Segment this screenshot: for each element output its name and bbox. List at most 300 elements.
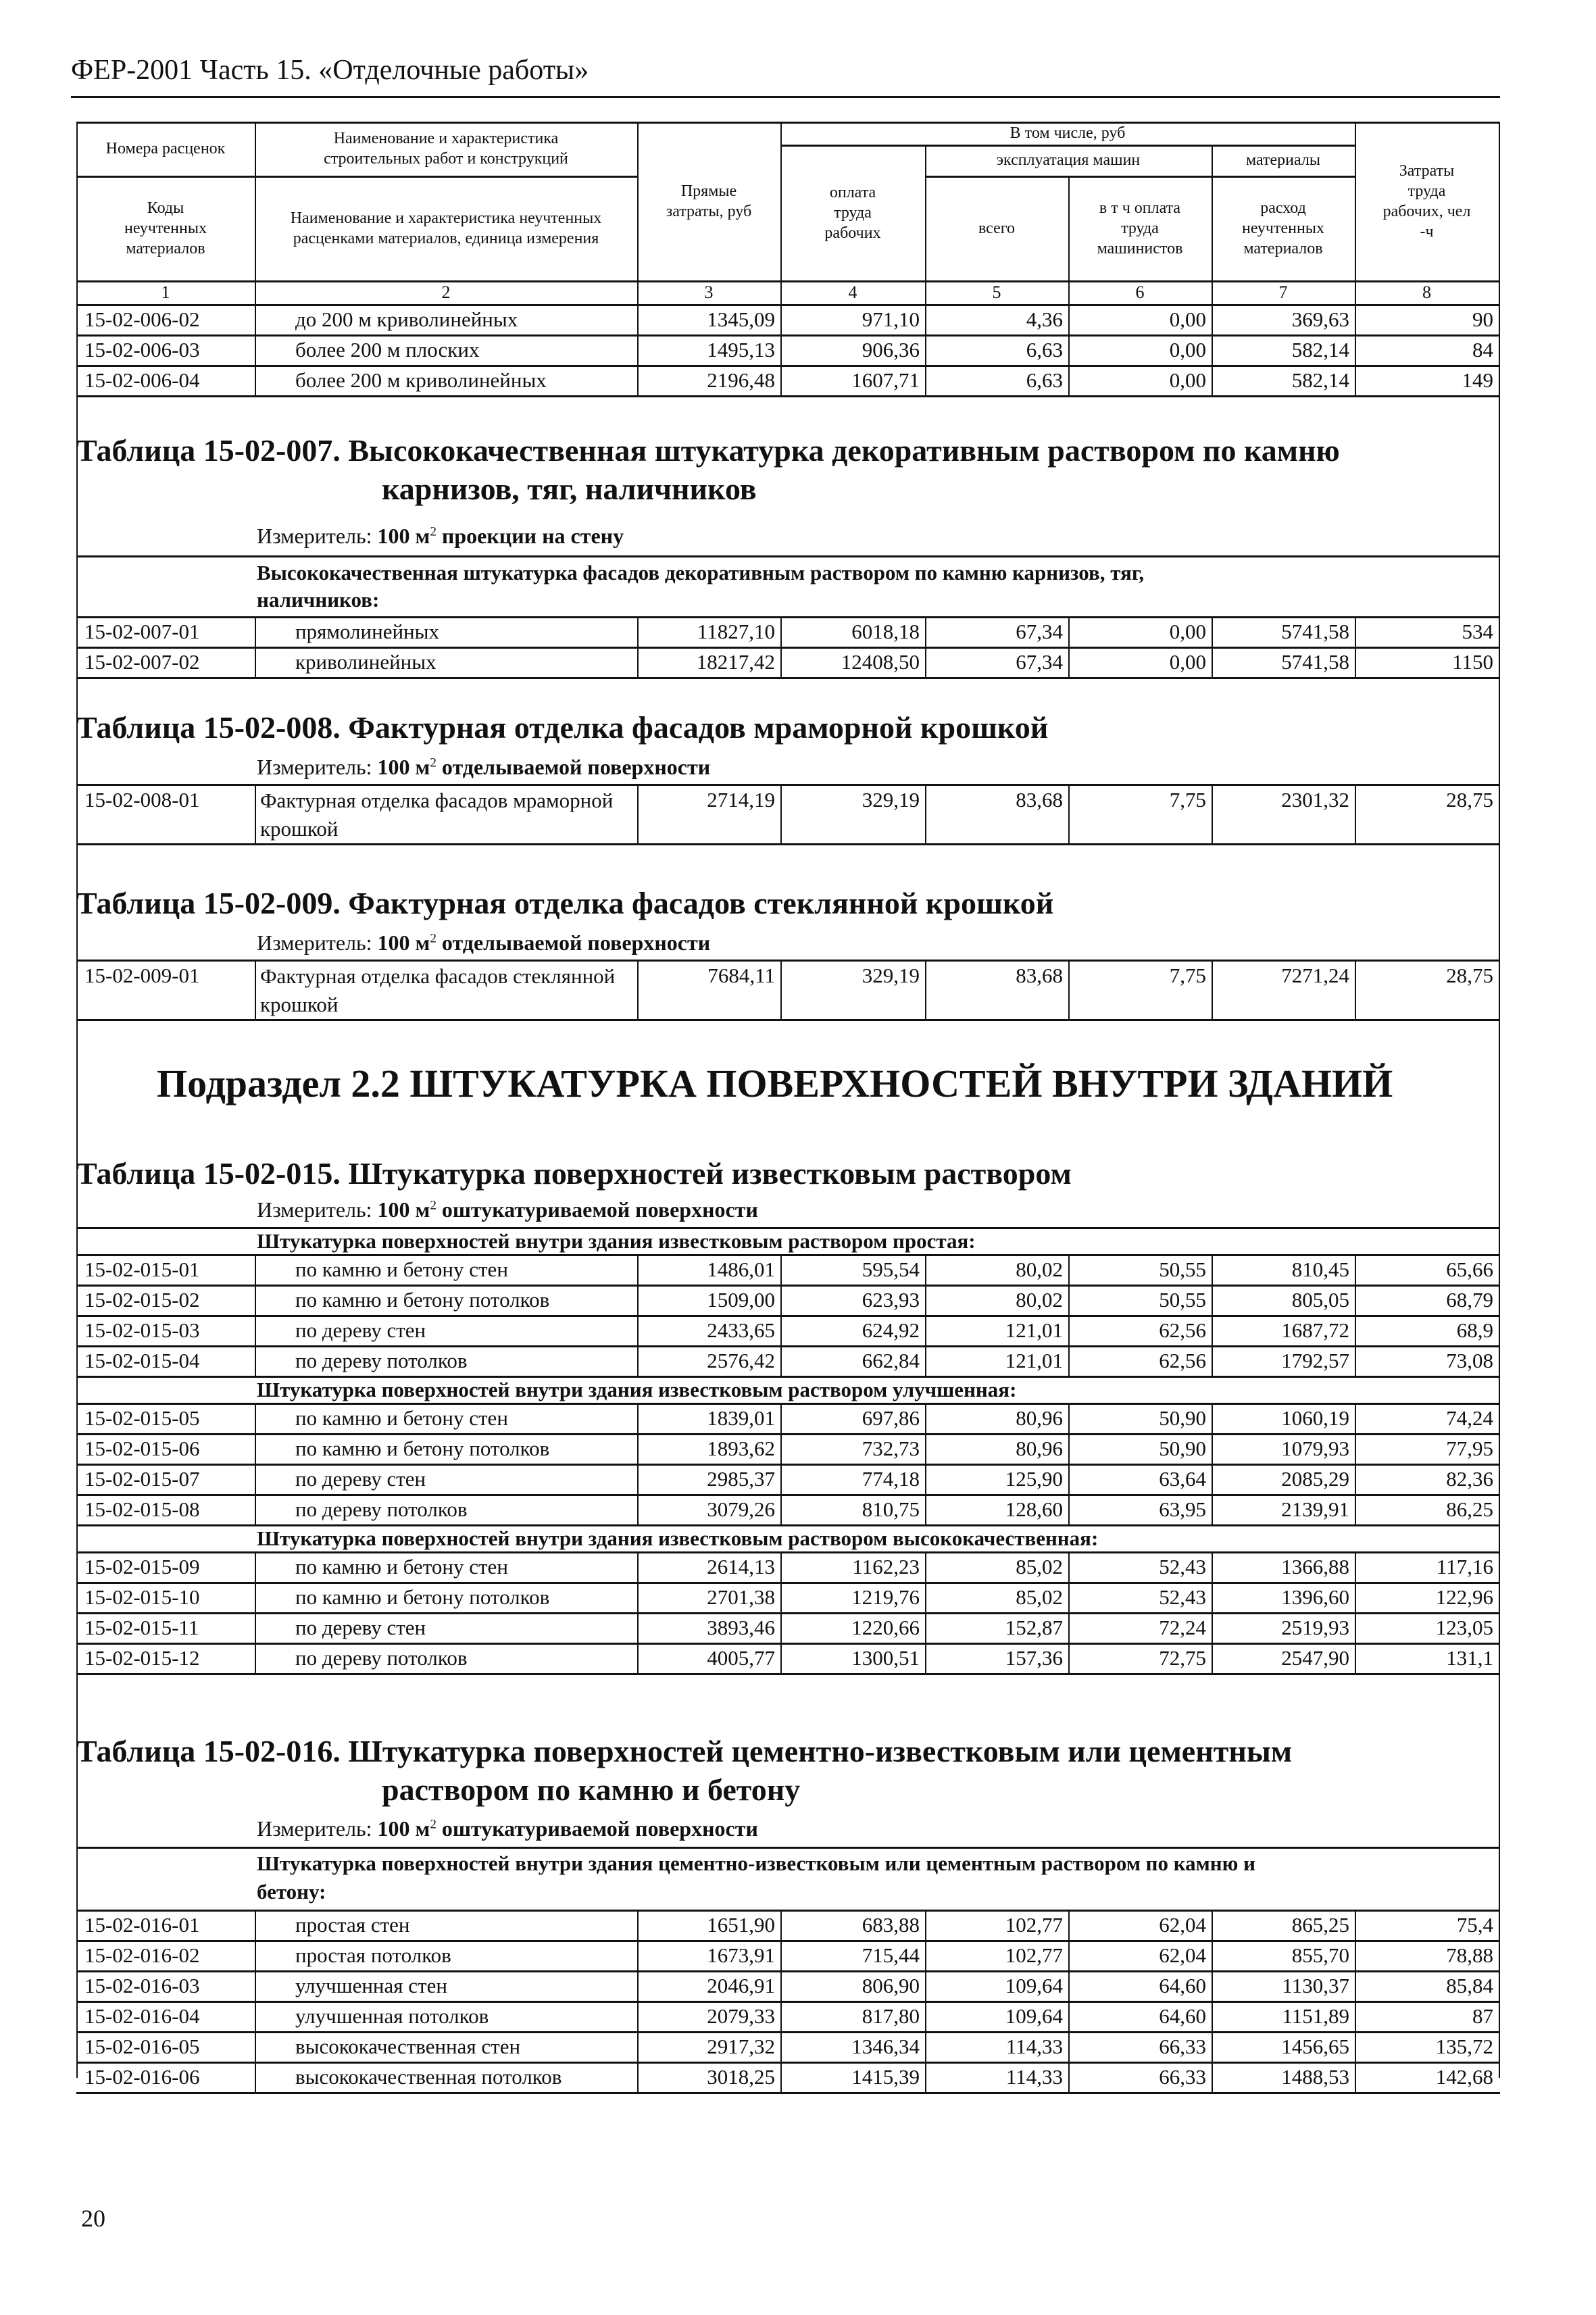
- row-code: 15-02-015-07: [84, 1466, 200, 1491]
- row-name: по камню и бетону стен: [295, 1405, 508, 1430]
- cell-divider: [1212, 1403, 1213, 1433]
- header-rule: [71, 96, 1500, 98]
- table-007-title: Таблица 15-02-007. Высококачественная штукатурка декоративным раствором по камню: [76, 433, 1340, 468]
- cell-divider: [1355, 1970, 1356, 2001]
- row-value-materials: 582,14: [1291, 337, 1349, 362]
- cell-divider: [925, 1345, 926, 1376]
- row-code: 15-02-015-08: [84, 1497, 200, 1521]
- row-value-materials: 5741,58: [1281, 619, 1349, 643]
- cell-divider: [925, 1254, 926, 1285]
- row-value-mach: 114,33: [1005, 2064, 1063, 2089]
- cell-divider: [1068, 1433, 1070, 1464]
- row-name: по дереву потолков: [295, 1348, 468, 1372]
- row-value-hours: 1150: [1452, 649, 1493, 674]
- row-value-labor: 774,18: [862, 1466, 920, 1491]
- cell-divider: [637, 1970, 639, 2001]
- row-name: прямолинейных: [295, 619, 439, 643]
- column-number: 5: [992, 282, 1001, 302]
- row-value-hours: 75,4: [1456, 1912, 1493, 1937]
- cell-divider: [1212, 1285, 1213, 1315]
- cell-divider: [637, 1315, 639, 1345]
- row-value-mach: 80,96: [1016, 1405, 1063, 1430]
- row-name: по дереву стен: [295, 1466, 426, 1491]
- cell-divider: [255, 1285, 256, 1315]
- page-number: 20: [81, 2205, 105, 2232]
- row-value-mach: 80,02: [1016, 1257, 1063, 1281]
- row-name: более 200 м плоских: [295, 337, 480, 362]
- table-007-caption: Высококачественная штукатурка фасадов декоративным раствором по камню карнизов, тяг,: [257, 561, 1145, 584]
- row-value-labor: 1300,51: [851, 1645, 920, 1670]
- row-value-hours: 78,88: [1446, 1943, 1493, 1967]
- row-value-labor: 6018,18: [851, 619, 920, 643]
- cell-divider: [925, 1433, 926, 1464]
- cell-divider: [1355, 647, 1356, 677]
- row-value-materials: 805,05: [1291, 1287, 1349, 1312]
- row-name: по камню и бетону стен: [295, 1554, 508, 1578]
- cell-divider: [1068, 304, 1070, 334]
- frame-right-border: [1499, 122, 1500, 2078]
- column-number: 7: [1278, 282, 1288, 302]
- cell-divider: [255, 304, 256, 334]
- group-caption: Штукатурка поверхностей внутри здания известковым раствором простая:: [257, 1229, 976, 1253]
- row-value-materials: 2301,32: [1281, 788, 1349, 812]
- column-number: 1: [161, 282, 170, 302]
- row-code: 15-02-015-05: [84, 1405, 200, 1430]
- row-value-labor: 595,54: [862, 1257, 920, 1281]
- cell-divider: [637, 2031, 639, 2062]
- cell-divider: [1068, 960, 1070, 1019]
- row-value-labor: 817,80: [862, 2003, 920, 2028]
- cell-divider: [780, 365, 782, 395]
- header-group-materials: материалы: [1245, 151, 1320, 169]
- header-group-incl: В том числе, руб: [1009, 124, 1126, 142]
- row-value-mach-labor: 62,04: [1159, 1943, 1206, 1967]
- row-value-materials: 1151,89: [1282, 2003, 1349, 2028]
- cell-divider: [1212, 304, 1213, 334]
- row-value-mach: 109,64: [1005, 1973, 1063, 1997]
- row-name: по камню и бетону потолков: [295, 1585, 550, 1609]
- row-value-direct: 2433,65: [707, 1318, 775, 1342]
- row-code: 15-02-016-04: [84, 2003, 200, 2028]
- cell-divider: [1355, 1582, 1356, 1612]
- cell-divider: [255, 1551, 256, 1582]
- header-col1-bottom: Коды неучтенных материалов: [124, 199, 207, 257]
- cell-divider: [255, 1970, 256, 2001]
- header-col2-top: Наименование и характеристика строительных работ и конструкций: [324, 130, 568, 168]
- cell-divider: [1212, 1970, 1213, 2001]
- cell-divider: [780, 2031, 782, 2062]
- cell-divider: [1068, 647, 1070, 677]
- row-line: [76, 1673, 1500, 1675]
- cell-divider: [255, 334, 256, 365]
- table-008-title: Таблица 15-02-008. Фактурная отделка фасадов мраморной крошкой: [76, 710, 1049, 745]
- cell-divider: [780, 2062, 782, 2092]
- cell-divider: [780, 1612, 782, 1643]
- row-value-materials: 1792,57: [1281, 1348, 1349, 1372]
- row-value-mach: 109,64: [1005, 2003, 1063, 2028]
- cell-divider: [925, 616, 926, 647]
- cell-divider: [1355, 334, 1356, 365]
- cell-divider: [637, 334, 639, 365]
- cell-divider: [637, 1494, 639, 1524]
- row-code: 15-02-007-01: [84, 619, 200, 643]
- row-value-hours: 68,79: [1446, 1287, 1493, 1312]
- row-value-labor: 662,84: [862, 1348, 920, 1372]
- cell-divider: [1068, 1315, 1070, 1345]
- cell-divider: [925, 784, 926, 843]
- cell-divider: [1068, 2062, 1070, 2092]
- frame-left-border: [76, 122, 78, 2078]
- cell-divider: [1212, 647, 1213, 677]
- cell-divider: [1212, 616, 1213, 647]
- table-007-caption-cont: наличников:: [257, 588, 380, 612]
- row-name: по дереву потолков: [295, 1497, 468, 1521]
- row-value-labor: 1346,34: [851, 2034, 920, 2058]
- row-value-mach: 67,34: [1016, 649, 1063, 674]
- cell-divider: [255, 960, 256, 1019]
- row-value-direct: 1893,62: [707, 1436, 775, 1460]
- cell-divider: [1068, 1940, 1070, 1970]
- row-value-mach-labor: 63,95: [1159, 1497, 1206, 1521]
- cell-divider: [780, 1551, 782, 1582]
- header-col1-top: Номера расценок: [105, 140, 226, 157]
- row-code: 15-02-016-02: [84, 1943, 200, 1967]
- row-value-direct: 1486,01: [707, 1257, 775, 1281]
- row-value-materials: 1488,53: [1281, 2064, 1349, 2089]
- cell-divider: [255, 365, 256, 395]
- cell-divider: [1212, 1464, 1213, 1494]
- cell-divider: [1212, 1345, 1213, 1376]
- cell-divider: [925, 1464, 926, 1494]
- row-line: [76, 1019, 1500, 1021]
- cell-divider: [1355, 1285, 1356, 1315]
- cell-divider: [780, 1433, 782, 1464]
- cell-divider: [637, 960, 639, 1019]
- cell-divider: [1068, 2001, 1070, 2031]
- row-value-materials: 1060,19: [1281, 1405, 1349, 1430]
- row-value-mach-labor: 50,55: [1159, 1257, 1206, 1281]
- cell-divider: [1068, 1551, 1070, 1582]
- row-value-materials: 1396,60: [1281, 1585, 1349, 1609]
- cell-divider: [1355, 1254, 1356, 1285]
- cell-divider: [1355, 365, 1356, 395]
- row-name: по камню и бетону потолков: [295, 1287, 550, 1312]
- row-value-mach-labor: 0,00: [1169, 619, 1206, 643]
- row-value-direct: 1673,91: [707, 1943, 775, 1967]
- table-016-caption: Штукатурка поверхностей внутри здания цементно-известковым или цементным раствором по камню и: [257, 1851, 1255, 1875]
- cell-divider: [780, 616, 782, 647]
- cell-divider: [925, 1315, 926, 1345]
- cell-divider: [780, 1345, 782, 1376]
- row-code: 15-02-015-11: [84, 1615, 199, 1639]
- row-value-mach: 85,02: [1016, 1585, 1063, 1609]
- row-line: [76, 843, 1500, 845]
- row-name: по камню и бетону потолков: [295, 1436, 550, 1460]
- cell-divider: [255, 2001, 256, 2031]
- cell-divider: [255, 616, 256, 647]
- row-value-mach: 125,90: [1005, 1466, 1063, 1491]
- cell-divider: [637, 2062, 639, 2092]
- cell-divider: [637, 304, 639, 334]
- cell-divider: [925, 1551, 926, 1582]
- cell-divider: [637, 1433, 639, 1464]
- row-value-materials: 2519,93: [1281, 1615, 1349, 1639]
- row-code: 15-02-015-06: [84, 1436, 200, 1460]
- row-value-labor: 623,93: [862, 1287, 920, 1312]
- cell-divider: [780, 1643, 782, 1673]
- cell-divider: [780, 960, 782, 1019]
- row-value-direct: 2576,42: [707, 1348, 775, 1372]
- row-code: 15-02-015-03: [84, 1318, 200, 1342]
- row-name: Фактурная отделка фасадов мраморной крошкой: [260, 789, 614, 841]
- cell-divider: [1068, 1345, 1070, 1376]
- cell-divider: [637, 1940, 639, 1970]
- cell-divider: [637, 616, 639, 647]
- table-009-measure: Измеритель: 100 $м^2$ отделываемой поверхности: [257, 930, 711, 955]
- cell-divider: [1212, 2031, 1213, 2062]
- table-007-top-line: [76, 555, 1500, 557]
- row-value-direct: 2917,32: [707, 2034, 775, 2058]
- cell-divider: [637, 1551, 639, 1582]
- group-caption: Штукатурка поверхностей внутри здания известковым раствором высококачественная:: [257, 1526, 1099, 1550]
- table-015-measure: Измеритель: 100 $м^2$ оштукатуриваемой поверхности: [257, 1197, 758, 1222]
- row-value-labor: 697,86: [862, 1405, 920, 1430]
- table-008-measure: Измеритель: 100 $м^2$ отделываемой поверхности: [257, 755, 711, 779]
- cell-divider: [1212, 1582, 1213, 1612]
- row-value-direct: 2714,19: [707, 788, 775, 812]
- table-016-measure: Измеритель: 100 $м^2$ оштукатуриваемой поверхности: [257, 1816, 758, 1841]
- row-value-direct: 3893,46: [707, 1615, 775, 1639]
- row-value-direct: 11827,10: [697, 619, 775, 643]
- row-value-direct: 1839,01: [707, 1405, 775, 1430]
- row-name: по дереву потолков: [295, 1645, 468, 1670]
- cell-divider: [925, 365, 926, 395]
- row-value-direct: 4005,77: [707, 1645, 775, 1670]
- header-col4: оплата труда рабочих: [824, 183, 881, 242]
- row-value-labor: 906,36: [862, 337, 920, 362]
- row-value-mach: 6,63: [1026, 337, 1063, 362]
- row-value-materials: 582,14: [1291, 368, 1349, 392]
- subsection-title: Подраздел 2.2 ШТУКАТУРКА ПОВЕРХНОСТЕЙ ВНУТРИ ЗДАНИЙ: [157, 1062, 1393, 1105]
- cell-divider: [1212, 1254, 1213, 1285]
- row-code: 15-02-006-04: [84, 368, 200, 392]
- row-value-direct: 7684,11: [707, 964, 775, 987]
- row-value-hours: 85,84: [1446, 1973, 1493, 1997]
- header-col2-bottom: Наименование и характеристика неучтенных расценками материалов, единица измерения: [290, 209, 602, 247]
- table-016-title-cont: раствором по камню и бетону: [382, 1772, 801, 1807]
- row-value-materials: 7271,24: [1281, 964, 1349, 987]
- cell-divider: [255, 1403, 256, 1433]
- row-value-mach: 102,77: [1005, 1943, 1063, 1967]
- row-value-mach-labor: 64,60: [1159, 2003, 1206, 2028]
- row-code: 15-02-016-06: [84, 2064, 200, 2089]
- cell-divider: [1068, 1970, 1070, 2001]
- cell-divider: [925, 2001, 926, 2031]
- cell-divider: [637, 1910, 639, 1940]
- cell-divider: [1212, 784, 1213, 843]
- table-015-title: Таблица 15-02-015. Штукатурка поверхностей известковым раствором: [76, 1156, 1072, 1191]
- cell-divider: [1355, 304, 1356, 334]
- row-value-hours: 123,05: [1435, 1615, 1493, 1639]
- row-value-mach-labor: 50,90: [1159, 1405, 1206, 1430]
- cell-divider: [780, 1403, 782, 1433]
- cell-divider: [637, 1582, 639, 1612]
- cell-divider: [637, 647, 639, 677]
- column-number: 4: [848, 282, 857, 302]
- row-value-direct: 2046,91: [707, 1973, 775, 1997]
- cell-divider: [925, 1582, 926, 1612]
- row-value-mach-labor: 72,75: [1159, 1645, 1206, 1670]
- row-value-materials: 1687,72: [1281, 1318, 1349, 1342]
- row-value-materials: 2139,91: [1281, 1497, 1349, 1521]
- cell-divider: [1068, 2031, 1070, 2062]
- row-value-mach: 121,01: [1005, 1318, 1063, 1342]
- cell-divider: [1355, 1551, 1356, 1582]
- row-name: высококачественная потолков: [295, 2064, 562, 2089]
- cell-divider: [1355, 1403, 1356, 1433]
- header-col5: всего: [978, 219, 1016, 237]
- row-value-hours: 117,16: [1436, 1554, 1493, 1578]
- row-value-mach: 67,34: [1016, 619, 1063, 643]
- row-value-labor: 1162,23: [852, 1554, 920, 1578]
- cell-divider: [780, 1254, 782, 1285]
- cell-divider: [780, 1285, 782, 1315]
- cell-divider: [925, 304, 926, 334]
- row-value-direct: 3079,26: [707, 1497, 775, 1521]
- row-value-mach: 83,68: [1016, 964, 1063, 987]
- cell-divider: [637, 1285, 639, 1315]
- row-line: [76, 395, 1500, 397]
- row-name: до 200 м криволинейных: [295, 307, 518, 331]
- header-col7: расход неучтенных материалов: [1242, 199, 1324, 257]
- document-title: ФЕР-2001 Часть 15. «Отделочные работы»: [71, 55, 589, 86]
- row-value-materials: 1456,65: [1281, 2034, 1349, 2058]
- cell-divider: [1355, 1643, 1356, 1673]
- cell-divider: [925, 1940, 926, 1970]
- cell-divider: [1212, 1612, 1213, 1643]
- row-code: 15-02-015-04: [84, 1348, 200, 1372]
- row-name: простая потолков: [295, 1943, 451, 1967]
- row-name: улучшенная стен: [295, 1973, 447, 1997]
- row-value-materials: 1130,37: [1282, 1973, 1349, 1997]
- cell-divider: [255, 1345, 256, 1376]
- cell-divider: [637, 1464, 639, 1494]
- cell-divider: [925, 960, 926, 1019]
- cell-divider: [255, 1940, 256, 1970]
- row-value-mach-labor: 0,00: [1169, 649, 1206, 674]
- row-code: 15-02-016-01: [84, 1912, 200, 1937]
- row-value-labor: 810,75: [862, 1497, 920, 1521]
- cell-divider: [1212, 1433, 1213, 1464]
- cell-divider: [780, 647, 782, 677]
- cell-divider: [925, 1970, 926, 2001]
- row-value-hours: 142,68: [1435, 2064, 1493, 2089]
- row-value-mach-labor: 0,00: [1169, 337, 1206, 362]
- row-value-mach-labor: 64,60: [1159, 1973, 1206, 1997]
- row-value-mach: 114,33: [1005, 2034, 1063, 2058]
- header-col3: Прямые затраты, руб: [666, 182, 752, 220]
- table-007-measure: Измеритель: 100 $м^2$ проекции на стену: [257, 524, 624, 548]
- row-value-materials: 810,45: [1291, 1257, 1349, 1281]
- cell-divider: [255, 1494, 256, 1524]
- row-value-hours: 84: [1472, 337, 1493, 362]
- row-value-labor: 1219,76: [851, 1585, 920, 1609]
- cell-divider: [255, 784, 256, 843]
- row-name: Фактурная отделка фасадов стеклянной крошкой: [260, 964, 616, 1016]
- row-name: простая стен: [295, 1912, 410, 1937]
- cell-divider: [1212, 2001, 1213, 2031]
- cell-divider: [1068, 1285, 1070, 1315]
- cell-divider: [1068, 334, 1070, 365]
- cell-divider: [1355, 2031, 1356, 2062]
- row-value-mach: 128,60: [1005, 1497, 1063, 1521]
- row-value-materials: 369,63: [1291, 307, 1349, 331]
- cell-divider: [1355, 960, 1356, 1019]
- row-value-labor: 12408,50: [841, 649, 920, 674]
- row-value-hours: 28,75: [1446, 788, 1493, 812]
- cell-divider: [1068, 1582, 1070, 1612]
- row-value-materials: 855,70: [1291, 1943, 1349, 1967]
- row-code: 15-02-015-12: [84, 1645, 200, 1670]
- cell-divider: [637, 1345, 639, 1376]
- row-value-mach-labor: 66,33: [1159, 2034, 1206, 2058]
- row-value-hours: 90: [1472, 307, 1493, 331]
- row-value-mach: 6,63: [1026, 368, 1063, 392]
- row-value-hours: 131,1: [1446, 1645, 1493, 1670]
- row-value-labor: 806,90: [862, 1973, 920, 1997]
- row-value-mach: 83,68: [1016, 788, 1063, 812]
- row-value-direct: 1495,13: [707, 337, 775, 362]
- row-value-materials: 865,25: [1291, 1912, 1349, 1937]
- cell-divider: [1212, 1940, 1213, 1970]
- cell-divider: [925, 1403, 926, 1433]
- cell-divider: [1212, 334, 1213, 365]
- row-value-labor: 732,73: [862, 1436, 920, 1460]
- row-value-hours: 82,36: [1446, 1466, 1493, 1491]
- row-value-mach: 102,77: [1005, 1912, 1063, 1937]
- cell-divider: [1212, 1551, 1213, 1582]
- cell-divider: [925, 334, 926, 365]
- cell-divider: [925, 1494, 926, 1524]
- cell-divider: [637, 784, 639, 843]
- cell-divider: [1355, 1612, 1356, 1643]
- cell-divider: [925, 2062, 926, 2092]
- cell-divider: [1355, 1494, 1356, 1524]
- cell-divider: [1068, 1254, 1070, 1285]
- header-group-machines: эксплуатация машин: [996, 151, 1141, 169]
- cell-divider: [1068, 1464, 1070, 1494]
- cell-divider: [1068, 784, 1070, 843]
- cell-divider: [1212, 1910, 1213, 1940]
- row-value-hours: 534: [1462, 619, 1493, 643]
- cell-divider: [637, 2001, 639, 2031]
- cell-divider: [925, 2031, 926, 2062]
- cell-divider: [1212, 1315, 1213, 1345]
- row-value-hours: 86,25: [1446, 1497, 1493, 1521]
- cell-divider: [780, 1494, 782, 1524]
- row-value-labor: 971,10: [862, 307, 920, 331]
- cell-divider: [925, 1285, 926, 1315]
- row-value-hours: 65,66: [1446, 1257, 1493, 1281]
- cell-divider: [255, 1910, 256, 1940]
- row-value-mach-labor: 62,56: [1159, 1348, 1206, 1372]
- cell-divider: [925, 1643, 926, 1673]
- column-number: 8: [1422, 282, 1431, 302]
- cell-divider: [637, 365, 639, 395]
- row-code: 15-02-015-01: [84, 1257, 200, 1281]
- row-code: 15-02-016-03: [84, 1973, 200, 1997]
- row-value-hours: 77,95: [1446, 1436, 1493, 1460]
